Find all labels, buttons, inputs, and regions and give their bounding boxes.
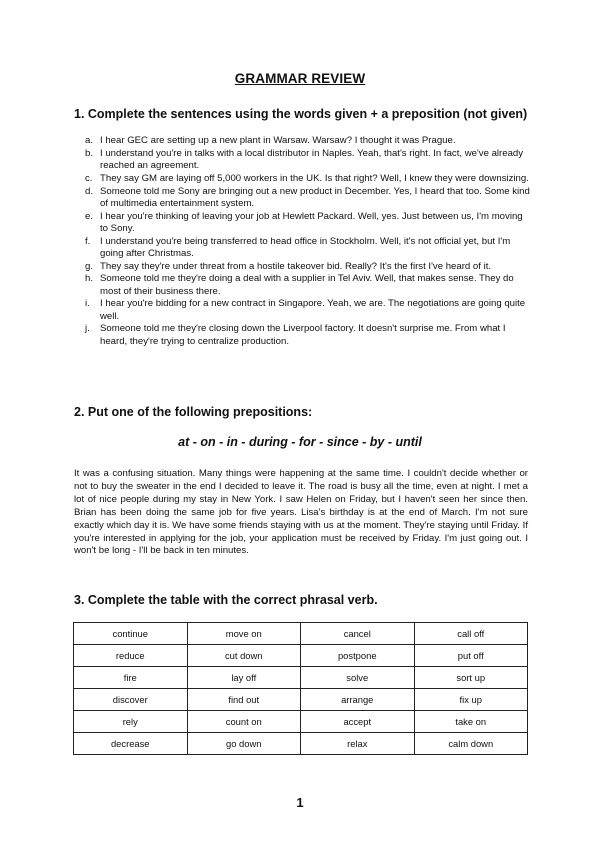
table-cell: reduce <box>74 645 188 667</box>
table-cell: fire <box>74 667 188 689</box>
item-marker: d. <box>85 185 94 197</box>
list-item <box>72 323 532 347</box>
table-row <box>74 733 528 755</box>
table-row <box>74 645 528 667</box>
table-cell: call off <box>414 623 528 645</box>
item-marker: e. <box>85 210 94 222</box>
table-cell: take on <box>414 711 528 733</box>
table-row <box>74 623 528 645</box>
exercise-paragraph: It was a confusing situation. Many things were happening at the same time. I couldn't decide whether or not to buy the sweater in the end I decided to leave it. The road is busy all the time, even at night. I met a lot of nice people during my stay in New York. I saw Helen on Friday, but I haven't seen her since then. Brian has been doing the same job for five years. Lisa's birthday is at the end of March. I'm not sure exactly which day it is. We have some friends staying with us at the moment. They're staying until Friday. If you're interested in applying for the job, your application must be received by Friday. I'm just going out. I won't be long - I'll be back in ten minutes. <box>74 468 528 557</box>
section-1-heading: 1. Complete the sentences using the words given + a preposition (not given) <box>74 107 528 121</box>
table-cell: move on <box>187 623 301 645</box>
list-item <box>72 211 532 235</box>
table-cell: rely <box>74 711 188 733</box>
table-cell: put off <box>414 645 528 667</box>
section-2-heading: 2. Put one of the following prepositions: <box>74 405 313 419</box>
table-cell: decrease <box>74 733 188 755</box>
table-cell: relax <box>301 733 415 755</box>
list-item <box>72 148 532 172</box>
sentence-list <box>72 135 532 348</box>
table-cell: calm down <box>414 733 528 755</box>
item-text: Someone told me they're closing down the Liverpool factory. It doesn't surprise me. From what I heard, they're trying to centralize production. <box>100 323 506 347</box>
table-cell: sort up <box>414 667 528 689</box>
item-text: I understand you're in talks with a local distributor in Naples. Yeah, that's right. In fact, we've already reached an agreement. <box>100 147 524 171</box>
phrasal-verb-table <box>73 622 528 755</box>
table-cell: cut down <box>187 645 301 667</box>
item-marker: i. <box>85 298 90 310</box>
item-marker: g. <box>85 260 94 272</box>
table-cell: lay off <box>187 667 301 689</box>
item-text: I hear you're thinking of leaving your job at Hewlett Packard. Well, yes. Just between us, I'm moving to Sony. <box>100 210 523 234</box>
item-text: Someone told me they're doing a deal with a supplier in Tel Aviv. Well, that makes sense. They do most of their business there. <box>100 273 514 297</box>
table-cell: postpone <box>301 645 415 667</box>
item-text: I hear GEC are setting up a new plant in Warsaw. Warsaw? I thought it was Prague. <box>100 135 456 146</box>
page-number: 1 <box>296 795 304 810</box>
item-text: I understand you're being transferred to head office in Stockholm. Well, it's not official yet, but I'm going after Christmas. <box>100 235 511 259</box>
item-marker: j. <box>85 323 90 335</box>
item-marker: b. <box>85 147 94 159</box>
table-cell: solve <box>301 667 415 689</box>
item-text: They say GM are laying off 5,000 workers in the UK. Is that right? Well, I knew they were downsizing. <box>100 172 529 184</box>
table-cell: discover <box>74 689 188 711</box>
section-3-heading: 3. Complete the table with the correct phrasal verb. <box>74 593 378 607</box>
table-cell: continue <box>74 623 188 645</box>
list-item <box>72 236 532 260</box>
list-item <box>72 186 532 210</box>
list-item <box>72 273 532 297</box>
table-cell: go down <box>187 733 301 755</box>
list-item <box>72 173 532 185</box>
item-marker: f. <box>85 235 91 247</box>
list-item <box>72 298 532 322</box>
table-cell: fix up <box>414 689 528 711</box>
table-row <box>74 667 528 689</box>
preposition-list: at - on - in - during - for - since - by - until <box>178 435 422 449</box>
item-marker: a. <box>85 135 94 146</box>
table-cell: find out <box>187 689 301 711</box>
table-cell: arrange <box>301 689 415 711</box>
table-cell: count on <box>187 711 301 733</box>
item-marker: h. <box>85 273 94 285</box>
list-item <box>72 261 532 273</box>
item-text: Someone told me Sony are bringing out a new product in December. Yes, I heard that too. Some kind of multimedia entertainment system. <box>100 185 530 209</box>
list-item <box>72 135 532 147</box>
table-cell: cancel <box>301 623 415 645</box>
page-title: GRAMMAR REVIEW <box>234 71 366 86</box>
item-text: They say they're under threat from a hostile takeover bid. Really? It's the first I've heard of it. <box>100 260 492 272</box>
table-cell: accept <box>301 711 415 733</box>
table-row <box>74 689 528 711</box>
table-row <box>74 711 528 733</box>
item-text: I hear you're bidding for a new contract in Singapore. Yeah, we are. The negotiations are going quite well. <box>100 298 526 322</box>
item-marker: c. <box>85 172 93 184</box>
